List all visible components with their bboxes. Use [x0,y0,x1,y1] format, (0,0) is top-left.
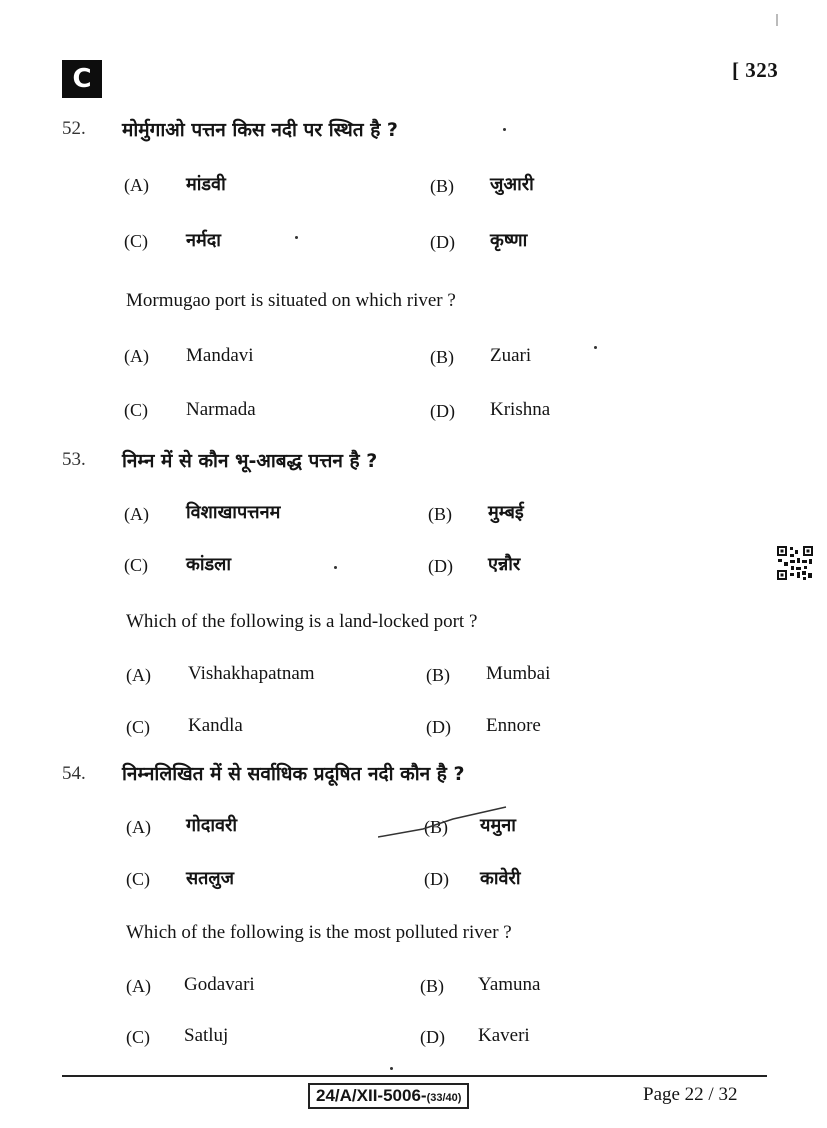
scan-dot [334,566,337,569]
option-text-hindi: यमुना [480,815,516,836]
set-badge: C [62,60,102,98]
question-text-hindi: निम्नलिखित में से सर्वाधिक प्रदूषित नदी कौन है ? [122,763,465,785]
question-text-english: Which of the following is the most polluted river ? [126,922,512,943]
option-label: (A) [126,976,151,996]
question-text-english: Mormugao port is situated on which river ? [126,290,456,311]
option-text-english: Mumbai [486,663,551,684]
option-text-hindi: एन्नौर [488,554,521,575]
question-number: 52. [62,118,86,139]
footer-divider [62,1075,767,1077]
option-label: (B) [430,347,454,367]
option-text-english: Kandla [188,715,243,736]
scan-dot [295,236,298,239]
question-number: 54. [62,763,86,784]
option-text-hindi: विशाखापत्तनम [186,502,281,523]
option-label: (C) [124,231,148,251]
option-label: (A) [124,504,149,524]
option-label: (D) [426,717,451,737]
option-label: (D) [428,556,453,576]
option-label: (A) [124,346,149,366]
option-label: (A) [126,817,151,837]
scan-dot [594,346,597,349]
option-text-hindi: मांडवी [186,174,226,195]
page-number: Page 22 / 32 [643,1084,738,1105]
option-label: (D) [424,869,449,889]
option-label: (C) [126,717,150,737]
option-text-english: Vishakhapatnam [188,663,315,684]
option-text-hindi: जुआरी [490,174,534,195]
option-label: (C) [126,1027,150,1047]
option-text-hindi: सतलुज [186,868,234,889]
page-reference: [ 323 [732,58,779,82]
paper-code-sub: (33/40) [426,1092,462,1104]
option-label: (C) [124,555,148,575]
option-text-hindi: कावेरी [480,868,521,889]
option-text-english: Narmada [186,399,256,420]
qr-code-icon [776,545,814,581]
option-label: (D) [430,401,455,421]
option-text-english: Kaveri [478,1025,530,1046]
option-text-english: Satluj [184,1025,229,1046]
option-text-english: Yamuna [478,974,541,995]
question-text-english: Which of the following is a land-locked port ? [126,611,478,632]
option-text-hindi: नर्मदा [186,230,221,251]
paper-code [308,1083,469,1109]
question-text-hindi: निम्न में से कौन भू-आबद्ध पत्तन है ? [122,450,378,472]
scan-mark [776,14,778,26]
option-label: (B) [430,176,454,196]
question-number: 53. [62,449,86,470]
option-label: (D) [430,232,455,252]
option-label: (B) [426,665,450,685]
option-label: (A) [126,665,151,685]
option-text-english: Mandavi [186,345,254,366]
option-label: (D) [420,1027,445,1047]
option-text-english: Krishna [490,399,551,420]
scan-dot [503,128,506,131]
option-text-hindi: कृष्णा [490,230,528,251]
option-text-english: Ennore [486,715,541,736]
option-label: (C) [124,400,148,420]
question-text-hindi: मोर्मुगाओ पत्तन किस नदी पर स्थित है ? [122,119,398,141]
option-label: (B) [428,504,452,524]
option-text-english: Zuari [490,345,532,366]
option-text-hindi: कांडला [186,554,231,575]
option-text-hindi: गोदावरी [186,815,238,836]
option-label: (A) [124,175,149,195]
pen-strike-mark [378,805,508,841]
paper-code-main: 24/A/XII-5006- [316,1086,427,1105]
option-text-hindi: मुम्बई [488,502,524,523]
option-text-english: Godavari [184,974,255,995]
option-label: (C) [126,869,150,889]
scan-dot [390,1067,393,1070]
option-label: (B) [424,817,448,837]
option-label: (B) [420,976,444,996]
